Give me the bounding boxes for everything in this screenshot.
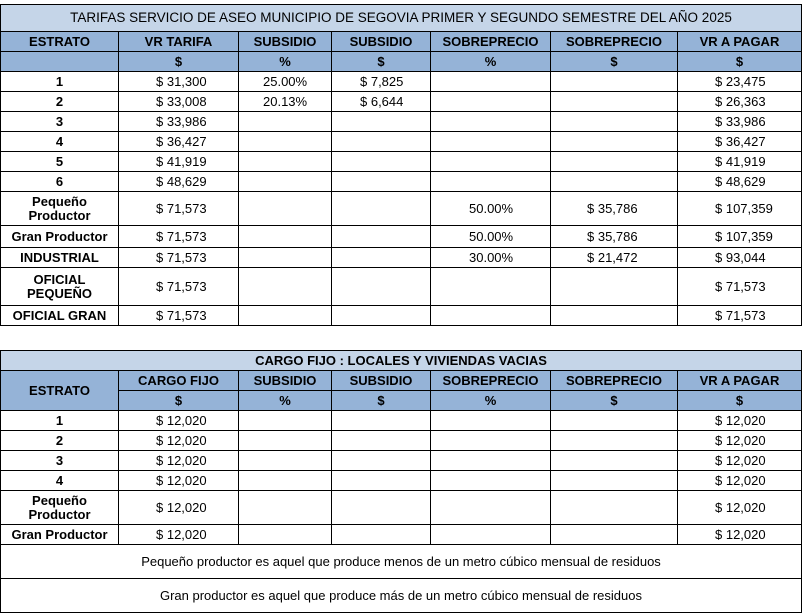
cell-subsidio-val bbox=[332, 132, 431, 152]
cell-sobreprecio-pct bbox=[431, 525, 551, 545]
cell-subsidio-pct bbox=[239, 491, 332, 525]
cell-vr-a-pagar: $ 107,359 bbox=[678, 226, 802, 248]
cell-sobreprecio-val bbox=[551, 152, 678, 172]
cell-subsidio-pct bbox=[239, 132, 332, 152]
col-header-subsidio-pct: SUBSIDIO bbox=[239, 32, 332, 52]
col-header-cargo-fijo: CARGO FIJO bbox=[119, 371, 239, 391]
col-header-subsidio-val: SUBSIDIO bbox=[332, 32, 431, 52]
col-header-vr-a-pagar: VR A PAGAR bbox=[678, 32, 802, 52]
table-row bbox=[1, 306, 802, 326]
cell-vr-tarifa: $ 71,573 bbox=[119, 226, 239, 248]
cell-cargo-fijo: $ 12,020 bbox=[119, 451, 239, 471]
cell-subsidio-pct bbox=[239, 525, 332, 545]
cell-cargo-fijo: $ 12,020 bbox=[119, 431, 239, 451]
cell-subsidio-val bbox=[332, 112, 431, 132]
cell-cargo-fijo: $ 12,020 bbox=[119, 471, 239, 491]
cell-cargo-fijo: $ 12,020 bbox=[119, 411, 239, 431]
table-row bbox=[1, 451, 802, 471]
col-header-vr-tarifa: VR TARIFA bbox=[119, 32, 239, 52]
cell-estrato: 1 bbox=[1, 72, 119, 92]
unit-subsidio-val: $ bbox=[332, 52, 431, 72]
cell-subsidio-pct: 20.13% bbox=[239, 92, 332, 112]
cell-sobreprecio-val bbox=[551, 92, 678, 112]
cell-vr-a-pagar: $ 12,020 bbox=[678, 431, 802, 451]
unit-subsidio-val: $ bbox=[332, 391, 431, 411]
cell-sobreprecio-pct bbox=[431, 268, 551, 306]
cell-sobreprecio-pct bbox=[431, 471, 551, 491]
table-row bbox=[1, 152, 802, 172]
cell-estrato: 1 bbox=[1, 411, 119, 431]
cell-subsidio-val bbox=[332, 431, 431, 451]
cell-subsidio-pct bbox=[239, 226, 332, 248]
cargo-fijo-title: CARGO FIJO : LOCALES Y VIVIENDAS VACIAS bbox=[1, 351, 802, 371]
cell-sobreprecio-val bbox=[551, 268, 678, 306]
cell-sobreprecio-pct bbox=[431, 306, 551, 326]
cell-cargo-fijo: $ 12,020 bbox=[119, 525, 239, 545]
cell-subsidio-pct bbox=[239, 306, 332, 326]
cell-subsidio-val bbox=[332, 525, 431, 545]
cell-vr-a-pagar: $ 23,475 bbox=[678, 72, 802, 92]
cell-sobreprecio-val bbox=[551, 471, 678, 491]
table-row bbox=[1, 192, 802, 226]
table-row bbox=[1, 471, 802, 491]
cell-sobreprecio-pct bbox=[431, 411, 551, 431]
cell-estrato: Gran Productor bbox=[1, 525, 119, 545]
table-row bbox=[1, 92, 802, 112]
cell-vr-a-pagar: $ 36,427 bbox=[678, 132, 802, 152]
cell-subsidio-val bbox=[332, 172, 431, 192]
cell-vr-tarifa: $ 33,008 bbox=[119, 92, 239, 112]
unit-sobreprecio-val: $ bbox=[551, 52, 678, 72]
cell-vr-a-pagar: $ 12,020 bbox=[678, 491, 802, 525]
cell-estrato: Gran Productor bbox=[1, 226, 119, 248]
cell-vr-a-pagar: $ 71,573 bbox=[678, 268, 802, 306]
cell-subsidio-val bbox=[332, 451, 431, 471]
cell-sobreprecio-pct bbox=[431, 491, 551, 525]
cell-vr-tarifa: $ 48,629 bbox=[119, 172, 239, 192]
unit-vr-a-pagar: $ bbox=[678, 52, 802, 72]
cell-sobreprecio-val bbox=[551, 431, 678, 451]
cell-vr-a-pagar: $ 12,020 bbox=[678, 451, 802, 471]
cell-sobreprecio-val bbox=[551, 451, 678, 471]
cell-estrato: INDUSTRIAL bbox=[1, 248, 119, 268]
cell-vr-a-pagar: $ 107,359 bbox=[678, 192, 802, 226]
cell-subsidio-pct bbox=[239, 411, 332, 431]
unit-sobreprecio-pct: % bbox=[431, 391, 551, 411]
cell-cargo-fijo: $ 12,020 bbox=[119, 491, 239, 525]
cell-subsidio-val bbox=[332, 192, 431, 226]
cell-estrato: 2 bbox=[1, 431, 119, 451]
unit-cargo-fijo: $ bbox=[119, 391, 239, 411]
cell-subsidio-pct bbox=[239, 431, 332, 451]
table-row bbox=[1, 525, 802, 545]
cell-subsidio-val bbox=[332, 226, 431, 248]
cell-estrato: 4 bbox=[1, 471, 119, 491]
cell-subsidio-val bbox=[332, 306, 431, 326]
table-row bbox=[1, 431, 802, 451]
cell-vr-a-pagar: $ 12,020 bbox=[678, 411, 802, 431]
cell-sobreprecio-pct bbox=[431, 72, 551, 92]
col-header-sobreprecio-val: SOBREPRECIO bbox=[551, 32, 678, 52]
cell-subsidio-val bbox=[332, 248, 431, 268]
cell-subsidio-pct bbox=[239, 451, 332, 471]
cell-sobreprecio-pct: 30.00% bbox=[431, 248, 551, 268]
cell-estrato: 3 bbox=[1, 112, 119, 132]
cell-subsidio-pct bbox=[239, 268, 332, 306]
col-header-estrato: ESTRATO bbox=[1, 371, 119, 411]
col-header-subsidio-val: SUBSIDIO bbox=[332, 371, 431, 391]
cell-estrato: 6 bbox=[1, 172, 119, 192]
cell-sobreprecio-val bbox=[551, 72, 678, 92]
cell-subsidio-pct bbox=[239, 192, 332, 226]
cell-sobreprecio-pct bbox=[431, 451, 551, 471]
cell-vr-a-pagar: $ 26,363 bbox=[678, 92, 802, 112]
cell-estrato: OFICIAL GRAN bbox=[1, 306, 119, 326]
cell-estrato: 3 bbox=[1, 451, 119, 471]
cell-subsidio-val: $ 6,644 bbox=[332, 92, 431, 112]
cell-vr-a-pagar: $ 41,919 bbox=[678, 152, 802, 172]
cell-vr-tarifa: $ 31,300 bbox=[119, 72, 239, 92]
cell-estrato: 2 bbox=[1, 92, 119, 112]
table-row bbox=[1, 268, 802, 306]
cell-subsidio-val bbox=[332, 411, 431, 431]
cell-subsidio-val bbox=[332, 491, 431, 525]
col-header-estrato: ESTRATO bbox=[1, 32, 119, 52]
cell-estrato: 5 bbox=[1, 152, 119, 172]
table-row bbox=[1, 226, 802, 248]
cell-vr-a-pagar: $ 71,573 bbox=[678, 306, 802, 326]
table-row bbox=[1, 411, 802, 431]
cell-subsidio-pct bbox=[239, 112, 332, 132]
cell-sobreprecio-pct bbox=[431, 431, 551, 451]
cell-subsidio-val bbox=[332, 471, 431, 491]
tarifas-title: TARIFAS SERVICIO DE ASEO MUNICIPIO DE SEGOVIA PRIMER Y SEGUNDO SEMESTRE DEL AÑO 2025 bbox=[1, 5, 802, 32]
cell-sobreprecio-pct bbox=[431, 92, 551, 112]
cell-subsidio-val bbox=[332, 152, 431, 172]
cell-sobreprecio-pct bbox=[431, 172, 551, 192]
cell-estrato: OFICIAL PEQUEÑO bbox=[1, 268, 119, 306]
cell-estrato: Pequeño Productor bbox=[1, 192, 119, 226]
cell-sobreprecio-val bbox=[551, 112, 678, 132]
cell-sobreprecio-val: $ 35,786 bbox=[551, 192, 678, 226]
cell-sobreprecio-val: $ 35,786 bbox=[551, 226, 678, 248]
cargo-fijo-table bbox=[0, 350, 802, 613]
cell-sobreprecio-pct bbox=[431, 132, 551, 152]
unit-sobreprecio-val: $ bbox=[551, 391, 678, 411]
cell-sobreprecio-pct bbox=[431, 112, 551, 132]
cell-vr-tarifa: $ 71,573 bbox=[119, 192, 239, 226]
note-gran-productor: Gran productor es aquel que produce más de un metro cúbico mensual de residuos bbox=[1, 579, 802, 613]
cell-subsidio-pct bbox=[239, 471, 332, 491]
cell-sobreprecio-val bbox=[551, 525, 678, 545]
cell-sobreprecio-pct: 50.00% bbox=[431, 226, 551, 248]
note-pequeno-productor: Pequeño productor es aquel que produce menos de un metro cúbico mensual de residuos bbox=[1, 545, 802, 579]
col-header-sobreprecio-pct: SOBREPRECIO bbox=[431, 32, 551, 52]
cell-vr-tarifa: $ 33,986 bbox=[119, 112, 239, 132]
cell-sobreprecio-val bbox=[551, 132, 678, 152]
cell-subsidio-pct bbox=[239, 248, 332, 268]
cell-vr-a-pagar: $ 12,020 bbox=[678, 471, 802, 491]
table-row bbox=[1, 112, 802, 132]
cell-subsidio-pct: 25.00% bbox=[239, 72, 332, 92]
col-header-subsidio-pct: SUBSIDIO bbox=[239, 371, 332, 391]
cell-vr-a-pagar: $ 48,629 bbox=[678, 172, 802, 192]
col-header-vr-a-pagar: VR A PAGAR bbox=[678, 371, 802, 391]
unit-subsidio-pct: % bbox=[239, 391, 332, 411]
cell-sobreprecio-pct: 50.00% bbox=[431, 192, 551, 226]
tarifas-table bbox=[0, 4, 802, 326]
unit-vr-tarifa: $ bbox=[119, 52, 239, 72]
cell-sobreprecio-val: $ 21,472 bbox=[551, 248, 678, 268]
cell-vr-a-pagar: $ 33,986 bbox=[678, 112, 802, 132]
cell-sobreprecio-val bbox=[551, 172, 678, 192]
cell-vr-tarifa: $ 71,573 bbox=[119, 306, 239, 326]
col-header-sobreprecio-pct: SOBREPRECIO bbox=[431, 371, 551, 391]
cell-sobreprecio-val bbox=[551, 306, 678, 326]
unit-sobreprecio-pct: % bbox=[431, 52, 551, 72]
cell-subsidio-pct bbox=[239, 172, 332, 192]
cell-vr-tarifa: $ 71,573 bbox=[119, 248, 239, 268]
cell-subsidio-pct bbox=[239, 152, 332, 172]
cell-subsidio-val: $ 7,825 bbox=[332, 72, 431, 92]
unit-subsidio-pct: % bbox=[239, 52, 332, 72]
col-header-sobreprecio-val: SOBREPRECIO bbox=[551, 371, 678, 391]
cell-sobreprecio-pct bbox=[431, 152, 551, 172]
table-row bbox=[1, 72, 802, 92]
cell-vr-tarifa: $ 71,573 bbox=[119, 268, 239, 306]
cell-estrato: 4 bbox=[1, 132, 119, 152]
cell-vr-a-pagar: $ 93,044 bbox=[678, 248, 802, 268]
cell-vr-tarifa: $ 41,919 bbox=[119, 152, 239, 172]
table-row bbox=[1, 132, 802, 152]
table-row bbox=[1, 172, 802, 192]
cell-vr-tarifa: $ 36,427 bbox=[119, 132, 239, 152]
cell-estrato: Pequeño Productor bbox=[1, 491, 119, 525]
cell-subsidio-val bbox=[332, 268, 431, 306]
cell-vr-a-pagar: $ 12,020 bbox=[678, 525, 802, 545]
unit-vr-a-pagar: $ bbox=[678, 391, 802, 411]
table-row bbox=[1, 491, 802, 525]
cell-sobreprecio-val bbox=[551, 411, 678, 431]
unit-estrato bbox=[1, 52, 119, 72]
table-row bbox=[1, 248, 802, 268]
cell-sobreprecio-val bbox=[551, 491, 678, 525]
